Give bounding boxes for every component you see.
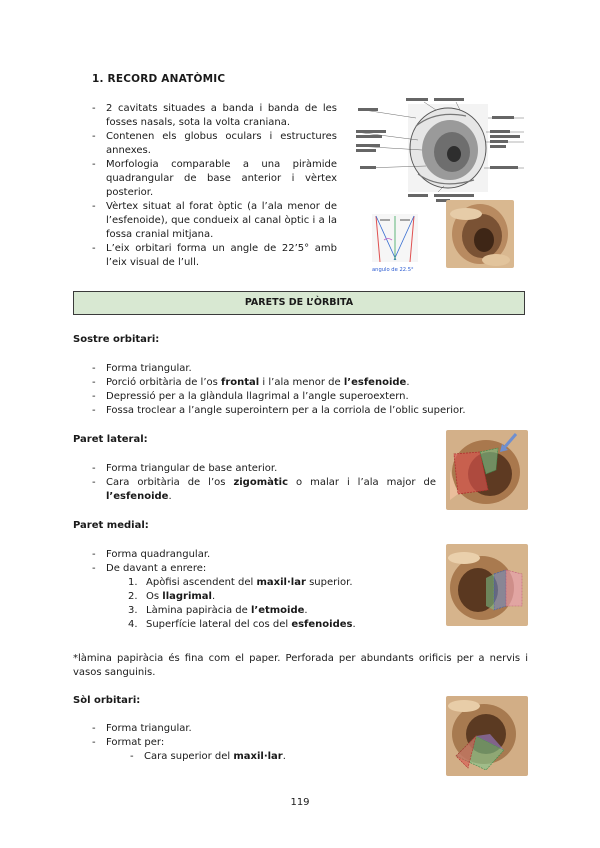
sol-item: - Forma triangular. — [92, 722, 422, 736]
intro-bullet: - Vèrtex situat al forat òptic (a l’ala menor de l’esfenoide), que condueix al canal òptic i a la fossa cranial mitjana. — [92, 200, 337, 242]
skull-photo-svg — [446, 200, 514, 268]
bold-term: zigomàtic — [233, 477, 289, 488]
lateral-list — [92, 462, 436, 504]
sostre-item — [92, 362, 532, 376]
medial-subitem — [128, 590, 432, 604]
medial-item: - De davant a enrere: — [92, 562, 432, 576]
text: . — [211, 591, 216, 602]
bold-term: esfenoides — [291, 619, 353, 630]
medial-subitem — [128, 618, 432, 632]
item-number: 1. — [128, 577, 138, 588]
text: Porció orbitària de l’os — [106, 377, 221, 388]
medial-list — [92, 548, 432, 632]
intro-bullet: - 2 cavitats situades a banda i banda de les fosses nasals, sota la volta craniana. — [92, 102, 337, 130]
sostre-item — [92, 390, 532, 404]
bold-term: llagrimal — [162, 591, 212, 602]
bold-term: l’esfenoide — [106, 491, 169, 502]
intro-bullet-list — [92, 102, 337, 270]
angle-svg — [370, 212, 422, 274]
orbital-floor-photo — [446, 696, 528, 776]
text: Forma triangular. — [106, 363, 192, 374]
medial-item: - Forma quadrangular. — [92, 548, 432, 562]
text: Apòfisi ascendent del — [146, 577, 257, 588]
page-number: 119 — [290, 797, 310, 808]
angle-label: angulo de 22.5° — [372, 267, 414, 273]
item-number: 2. — [128, 591, 138, 602]
item-number: 4. — [128, 619, 138, 630]
sol-list — [92, 722, 422, 764]
bold-term: l’etmoide — [250, 605, 305, 616]
bold-term: l’esfenoide — [343, 377, 407, 388]
medial-sublist — [92, 576, 432, 632]
subsection-title: Sostre orbitari: — [73, 334, 160, 345]
lateral-wall-photo — [446, 430, 528, 510]
bold-term: maxil·lar — [256, 577, 306, 588]
subsection-title: Paret lateral: — [73, 434, 148, 445]
subsection-title: Paret medial: — [73, 520, 149, 531]
orbit-diagram-svg — [356, 96, 526, 204]
medial-subitem — [128, 576, 432, 590]
text: Cara superior del — [144, 751, 234, 762]
lateral-item — [92, 476, 436, 504]
intro-bullet: - Contenen els globus oculars i estructures annexes. — [92, 130, 337, 158]
medial-wall-photo — [446, 544, 528, 626]
text: . — [282, 751, 286, 762]
orbit-axis-angle-diagram — [370, 212, 422, 274]
medial-subitem — [128, 604, 432, 618]
lateral-photo-svg — [446, 430, 528, 510]
text: . — [304, 605, 308, 616]
text: . — [352, 619, 356, 630]
footnote: *làmina papiràcia és fina com el paper. Perforada per abundants orificis per a nervis i vasos sanguinis. — [73, 653, 528, 678]
text: superior. — [305, 577, 353, 588]
item-number: 3. — [128, 605, 138, 616]
bold-term: frontal — [221, 377, 260, 388]
text: i l’ala menor de — [259, 377, 344, 388]
text: . — [406, 377, 410, 388]
text: o malar i l’ala major de — [288, 477, 436, 488]
text: Depressió per a la glàndula llagrimal a l’angle superoextern. — [106, 391, 409, 402]
text: Làmina papiràcia de — [146, 605, 251, 616]
section-banner: PARETS DE L’ÒRBITA — [73, 291, 525, 315]
intro-bullet: - L’eix orbitari forma un angle de 22’5° amb l’eix visual de l’ull. — [92, 242, 337, 270]
sostre-item — [92, 404, 532, 418]
bold-term: maxil·lar — [233, 751, 283, 762]
orbit-skull-photo — [446, 200, 514, 268]
sol-subitem — [130, 750, 422, 764]
text: . — [168, 491, 172, 502]
lateral-item: - Forma triangular de base anterior. — [92, 462, 436, 476]
text: Superfície lateral del cos del — [146, 619, 292, 630]
text: Cara orbitària de l’os — [106, 477, 234, 488]
text: Os — [146, 591, 163, 602]
text: Fossa troclear a l’angle superointern per a la corriola de l’oblic superior. — [106, 405, 466, 416]
orbit-labeled-diagram — [356, 96, 526, 204]
section-heading: 1. RECORD ANATÒMIC — [92, 73, 226, 85]
intro-bullet: - Morfologia comparable a una piràmide quadrangular de base anterior i vèrtex posterior. — [92, 158, 337, 200]
floor-photo-svg — [446, 696, 528, 776]
medial-photo-svg — [446, 544, 528, 626]
subsection-title: Sòl orbitari: — [73, 695, 141, 706]
sostre-list — [92, 362, 532, 418]
sol-item: - Format per: — [92, 736, 422, 750]
sostre-item — [92, 376, 532, 390]
